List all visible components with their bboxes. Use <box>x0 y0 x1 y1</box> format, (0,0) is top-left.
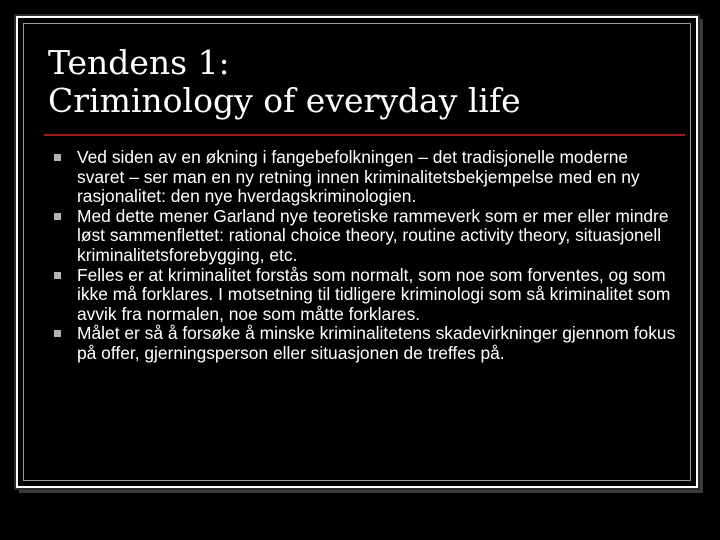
bullet-item <box>54 207 679 266</box>
bullet-item <box>54 266 679 325</box>
square-bullet-icon <box>54 154 61 161</box>
bullet-text: Målet er så å forsøke å minske kriminalitetens skadevirkninger gjennom fokus på offer, gjerningsperson eller situasjonen de treffes på. <box>77 323 676 363</box>
bullet-text: Ved siden av en økning i fangebefolkningen – det tradisjonelle moderne svaret – ser man en ny retning innen kriminalitetsbekjempelse med en ny rasjonalitet: den nye hverdagskriminologien. <box>77 147 640 207</box>
square-bullet-icon <box>54 272 61 279</box>
square-bullet-icon <box>54 213 61 220</box>
slide-title-line-2: Criminology of everyday life <box>48 81 521 120</box>
bullet-list <box>54 148 679 364</box>
square-bullet-icon <box>54 330 61 337</box>
bullet-item <box>54 148 679 207</box>
bullet-text: Felles er at kriminalitet forstås som normalt, som noe som forventes, og som ikke må forklares. I motsetning til tidligere kriminologi som så kriminalitet som avvik fra normalen, noe som måtte forklares. <box>77 264 671 324</box>
slide-title <box>48 44 648 120</box>
slide-title-line-1: Tendens 1: <box>48 43 230 82</box>
title-divider <box>44 134 685 136</box>
bullet-text: Med dette mener Garland nye teoretiske rammeverk som er mer eller mindre løst sammenflettet: rational choice theory, routine activity theory, situasjonell kriminalitetsforebygging, etc. <box>77 205 669 265</box>
bullet-item <box>54 324 679 363</box>
